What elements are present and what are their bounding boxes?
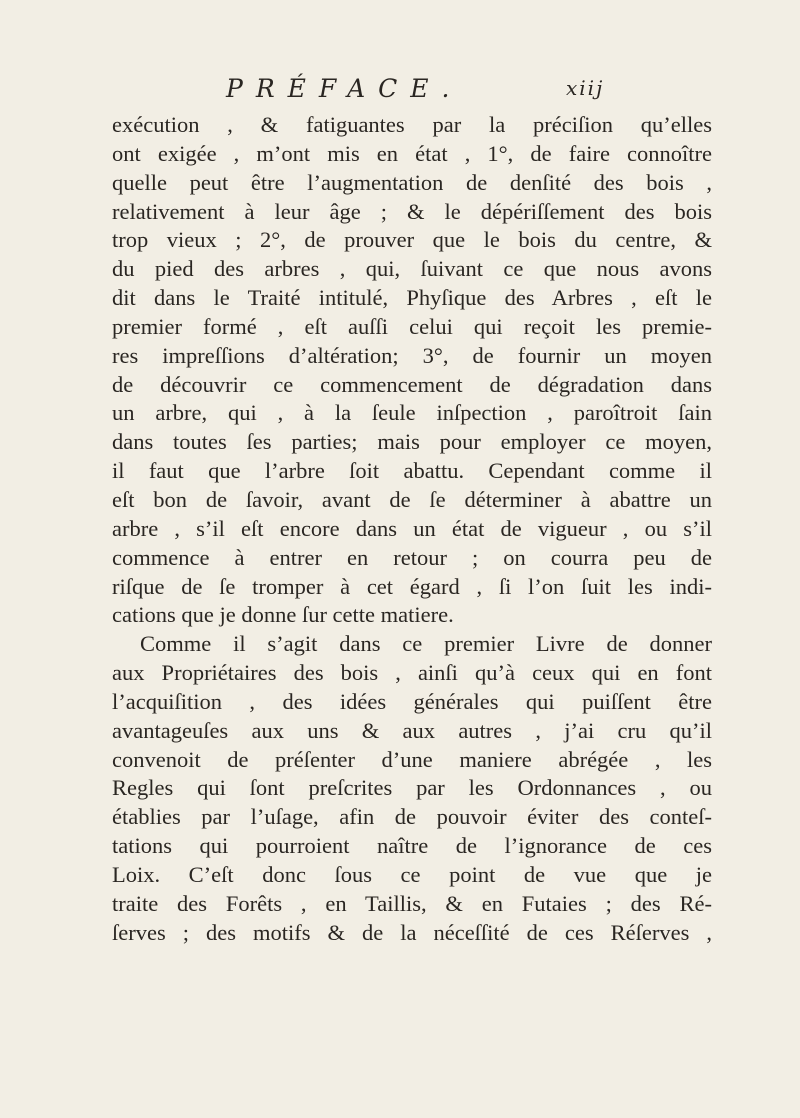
text-line: Comme il s’agit dans ce premier Livre de donner bbox=[140, 631, 712, 657]
text-line: convenoit de préſenter d’une maniere abrégée , les bbox=[112, 746, 712, 772]
text-line: du pied des arbres , qui, ſuivant ce que nous avons bbox=[112, 256, 712, 282]
text-line: riſque de ſe tromper à cet égard , ſi l’on ſuit les indi- bbox=[112, 573, 712, 599]
text-line: l’acquiſition , des idées générales qui puiſſent être bbox=[112, 688, 712, 714]
page-number: xiij bbox=[566, 76, 605, 100]
text-line: Loix. C’eſt donc ſous ce point de vue que je bbox=[112, 861, 712, 887]
text-line: Regles qui ſont preſcrites par les Ordonnances , ou bbox=[112, 775, 712, 801]
running-title: PRÉFACE. bbox=[226, 74, 463, 103]
text-line: il faut que l’arbre ſoit abattu. Cependant comme il bbox=[112, 458, 712, 484]
text-line: de découvrir ce commencement de dégradation dans bbox=[112, 371, 712, 397]
text-line: quelle peut être l’augmentation de denſité des bois , bbox=[112, 169, 712, 195]
text-line: dit dans le Traité intitulé, Phyſique des Arbres , eſt le bbox=[112, 285, 712, 311]
body-text bbox=[112, 111, 712, 947]
text-line: res impreſſions d’altération; 3°, de fournir un moyen bbox=[112, 342, 712, 368]
text-line: ſerves ; des motifs & de la néceſſité de ces Réſerves , bbox=[112, 919, 712, 945]
text-line: traite des Forêts , en Taillis, & en Futaies ; des Ré- bbox=[112, 890, 712, 916]
text-line: trop vieux ; 2°, de prouver que le bois du centre, & bbox=[112, 227, 712, 253]
text-line: cations que je donne ſur cette matiere. bbox=[112, 602, 454, 628]
text-line: aux Propriétaires des bois , ainſi qu’à ceux qui en font bbox=[112, 660, 712, 686]
text-line: ont exigée , m’ont mis en état , 1°, de faire connoître bbox=[112, 140, 712, 166]
text-line: exécution , & fatiguantes par la préciſion qu’elles bbox=[112, 112, 712, 137]
text-line: arbre , s’il eſt encore dans un état de vigueur , ou s’il bbox=[112, 515, 712, 541]
text-line: établies par l’uſage, afin de pouvoir éviter des conteſ- bbox=[112, 804, 712, 830]
text-line: un arbre, qui , à la ſeule inſpection , paroîtroit ſain bbox=[112, 400, 712, 426]
text-line: relativement à leur âge ; & le dépériſſement des bois bbox=[112, 198, 712, 224]
text-line: commence à entrer en retour ; on courra peu de bbox=[112, 544, 712, 570]
text-line: dans toutes ſes parties; mais pour employer ce moyen, bbox=[112, 429, 712, 455]
text-line: tations qui pourroient naître de l’ignorance de ces bbox=[112, 833, 712, 859]
text-line: premier formé , eſt auſſi celui qui reçoit les premie- bbox=[112, 313, 712, 339]
text-line: avantageuſes aux uns & aux autres , j’ai cru qu’il bbox=[112, 717, 712, 743]
page-header bbox=[0, 74, 800, 114]
text-line: eſt bon de ſavoir, avant de ſe déterminer à abattre un bbox=[112, 486, 712, 512]
